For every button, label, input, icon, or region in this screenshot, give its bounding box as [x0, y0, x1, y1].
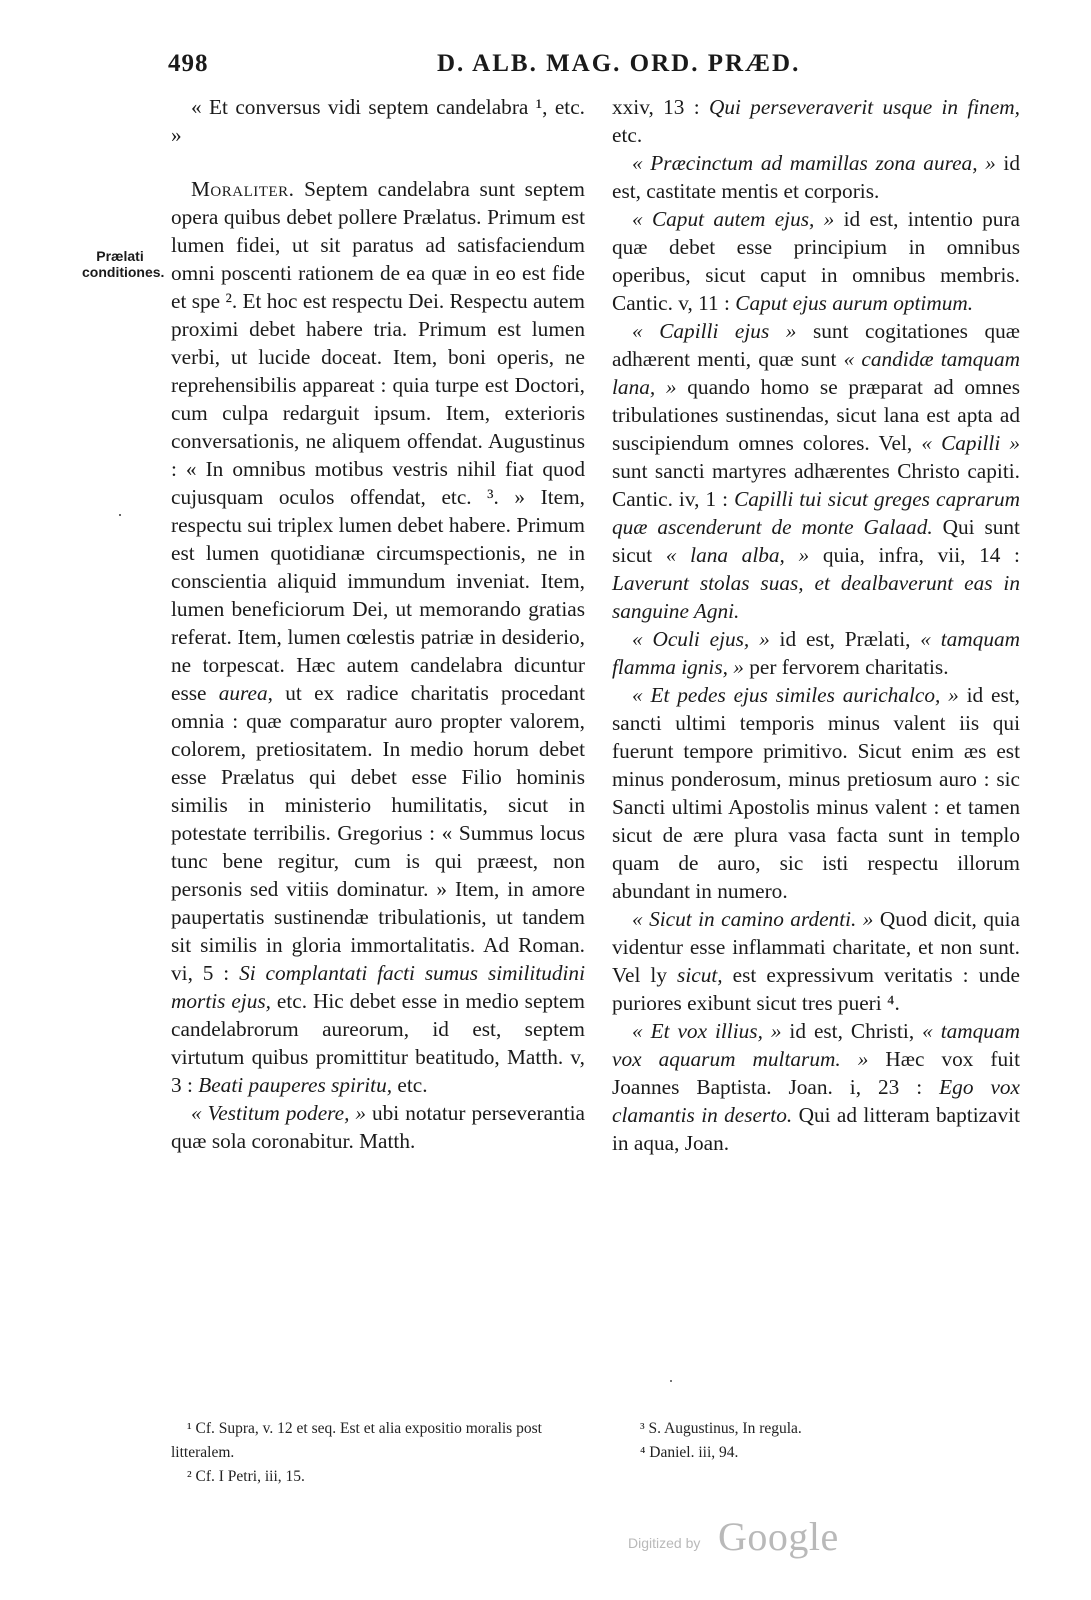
vox-quote-clamantis: Ego vox clamantis in deserto.	[612, 1075, 1020, 1127]
vox-text-b: Hæc vox fuit Joannes Baptista. Joan. i, 23 :	[612, 1047, 1020, 1099]
paragraph-vestitum	[171, 1099, 585, 1155]
right-column	[612, 93, 1020, 1383]
capilli-quote-capilli: « Capilli »	[921, 431, 1020, 455]
footnote-1: ¹ Cf. Supra, v. 12 et seq. Est et alia expositio moralis post litteralem.	[171, 1420, 542, 1461]
moraliter-quote-romans: Si complantati facti sumus similitudini mortis ejus,	[171, 961, 585, 1013]
capilli-text-d: Qui sunt sicut	[612, 515, 1020, 567]
caput-quote-cantic: Caput ejus aurum optimum.	[735, 291, 974, 315]
camino-text-b: est expressivum veritatis : unde puriores exibunt sicut tres pueri ⁴.	[612, 963, 1020, 1015]
footnote-4: ⁴ Daniel. iii, 94.	[640, 1444, 739, 1461]
running-head	[168, 50, 1016, 84]
continuation-etc: etc.	[612, 123, 643, 147]
caput-quote: « Caput autem ejus, »	[632, 207, 835, 231]
paragraph-caput	[612, 205, 1020, 317]
capilli-quote-lana: « lana alba, »	[665, 543, 810, 567]
oculi-text-a: id est, Prælati,	[769, 627, 921, 651]
praecinctum-text: id est, castitate mentis et corporis.	[612, 151, 1021, 203]
google-logo: Google	[718, 1514, 839, 1559]
camino-sicut: sicut,	[677, 963, 723, 987]
moraliter-text-c: etc. Hic debet esse in medio septem candelabrorum aureorum, id est, septem virtutum quibus promittitur beatitudo, Matth. v, 3 :	[171, 989, 585, 1097]
paragraph-opening-quote: « Et conversus vidi septem candelabra ¹, etc. »	[171, 95, 585, 147]
oculi-text-b: per fervorem charitatis.	[743, 655, 949, 679]
capilli-quote-cantic: Capilli tui sicut greges caprarum quæ ascenderunt de monte Galaad.	[612, 487, 1020, 539]
moraliter-text-a: Septem candelabra sunt septem opera quibus debet pollere Prælatus. Primum est lumen fidei, ut sit paratus ad satisfaciendum omni poscenti rationem de ea quæ in eo est fide et spe ². Et hoc est respectu Dei. Respectu autem proximi debet habere tria. Primum est lumen verbi, ut lucide doceat. Item, boni operis, ne reprehensibilis appareat : quia turpe est Doctori, cum culpa redarguit ipsum. Item, exterioris conversationis, ne aliquem offendat. Augustinus : « In omnibus motibus vestris nihil fiat quod cujusquam oculos offendat, etc. ³. » Item, respectu sui triplex lumen debet habere. Primum est lumen quotidianæ circumspectionis, ne in conscientia aliquid immundum inveniat. Item, lumen beneficiorum Dei, ut memorando gratias referat. Item, lumen cœlestis patriæ in desiderio, ne torpescat. Hæc autem candelabra dicuntur esse	[171, 177, 585, 705]
moraliter-text-d: etc.	[392, 1073, 428, 1097]
paragraph-camino	[612, 905, 1020, 1017]
capilli-text-a: sunt cogitationes quæ adhærent menti, quæ sunt	[612, 319, 1021, 371]
camino-text-a: Quod dicit, quia videntur esse inflammati charitate, et non sunt. Vel ly	[612, 907, 1020, 987]
vestitum-quote: « Vestitum podere, »	[191, 1101, 367, 1125]
capilli-quote-laverunt: Laverunt stolas suas, et dealbaverunt eas in sanguine Agni.	[612, 571, 1020, 623]
caput-text: id est, intentio pura quæ debet esse principium in omnibus operibus, sicut caput in omnibus membris. Cantic. v, 11 :	[612, 207, 1020, 315]
oculi-quote-flamma: « tamquam flamma ignis, »	[612, 627, 1021, 679]
footnotes-left	[171, 1417, 585, 1489]
footnotes-right	[624, 1417, 1020, 1465]
digitized-watermark	[628, 1513, 838, 1563]
moraliter-quote-matthew: Beati pauperes spiritu,	[198, 1073, 393, 1097]
footnote-divider	[670, 1380, 672, 1382]
capilli-text-b: quando homo se præparat ad omnes tribulationes sustinendas, sicut lana est apta ad suscipiendum omnes colores. Vel,	[612, 375, 1020, 455]
capilli-text-c: sunt sancti martyres adhærentes Christo capiti. Cantic. iv, 1 :	[612, 459, 1020, 511]
running-title: D. ALB. MAG. ORD. PRÆD.	[437, 50, 801, 77]
capilli-quote-candidae: « candidæ tamquam lana, »	[612, 347, 1020, 399]
paragraph-praecinctum	[612, 149, 1020, 205]
capilli-quote: « Capilli ejus »	[632, 319, 797, 343]
moraliter-text-b: , ut ex radice charitatis procedant omnia : quæ comparatur auro propter valorem, colorem, pretiositatem. In medio horum debet esse Prælatus qui debet esse Filio hominis similis in ministerio humilitatis, sicut in potestate terribilis. Gregorius : « Summus locus tunc bene regitur, cum is qui præest, non personis sed vitiis dominatur. » Item, in amore paupertatis sustinendæ tribulationis, ut tandem sit similis in gloria immortalitatis. Ad Roman. vi, 5 :	[171, 681, 585, 985]
moraliter-aurea: aurea	[218, 681, 268, 705]
footnote-2: ² Cf. I Petri, iii, 15.	[187, 1468, 305, 1485]
paragraph-oculi	[612, 625, 1020, 681]
oculi-quote: « Oculi ejus, »	[632, 627, 770, 651]
left-column	[171, 93, 585, 1383]
paragraph-pedes	[612, 681, 1020, 905]
pedes-quote: « Et pedes ejus similes aurichalco, »	[632, 683, 959, 707]
vox-quote-aquarum: « tamquam vox aquarum multarum. »	[612, 1019, 1020, 1071]
footnote-3: ³ S. Augustinus, In regula.	[640, 1420, 802, 1437]
vox-quote: « Et vox illius, »	[632, 1019, 782, 1043]
paragraph-vox	[612, 1017, 1020, 1157]
margin-tick	[119, 514, 121, 516]
pedes-text: id est, sancti ultimi temporis minus valent iis qui fuerunt tempore primitivo. Sicut enim æs est minus ponderosum, minus pretiosum auro : sic Sancti ultimi Apostolis minus valent : et tamen sicut de ære plura vasa facta sunt in templo quam de auro, sic isti respectu illorum abundant in numero.	[612, 683, 1020, 903]
vestitum-text: ubi notatur perseverantia quæ sola coronabitur. Matth.	[171, 1101, 585, 1153]
paragraph-continuation	[612, 93, 1020, 149]
continuation-quote: Qui perseveraverit usque in finem,	[708, 95, 1020, 119]
vox-text-a: id est, Christi,	[781, 1019, 923, 1043]
moraliter-lead: Moraliter.	[191, 177, 295, 201]
margin-note: Prælati conditiones.	[82, 248, 165, 280]
digitized-by-text: Digitized by	[628, 1535, 701, 1551]
camino-quote: « Sicut in camino ardenti. »	[632, 907, 874, 931]
continuation-ref: xxiv, 13 :	[612, 95, 709, 119]
paragraph-capilli	[612, 317, 1020, 625]
capilli-text-e: quia, infra, vii, 14 :	[809, 543, 1020, 567]
praecinctum-quote: « Præcinctum ad mamillas zona aurea, »	[632, 151, 996, 175]
vox-text-c: Qui ad litteram baptizavit in aqua, Joan.	[612, 1103, 1020, 1155]
paragraph-moraliter	[171, 175, 585, 1099]
page-number: 498	[168, 50, 209, 77]
